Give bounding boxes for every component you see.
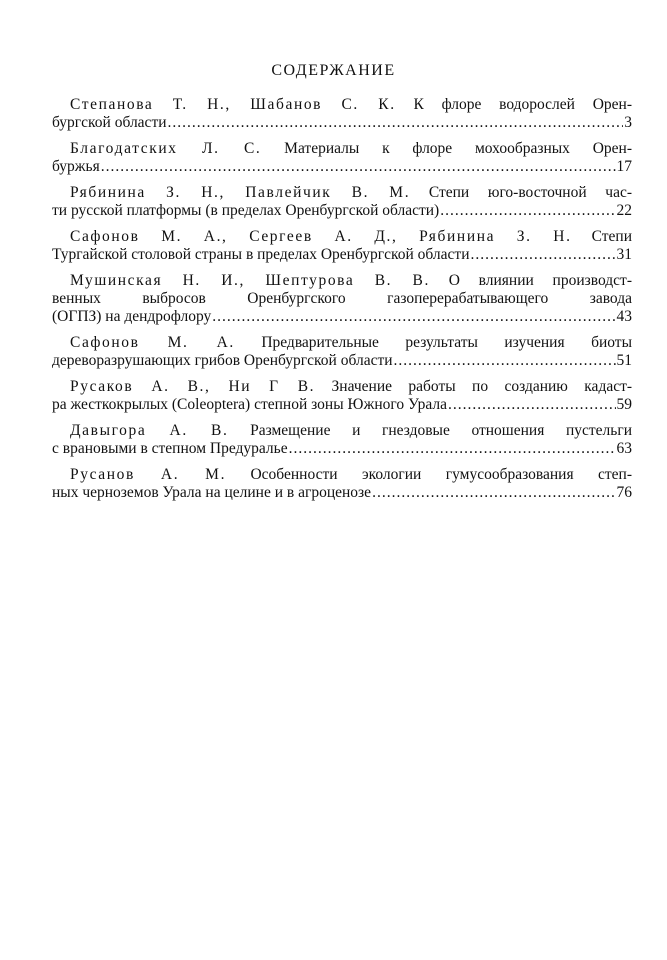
entry-title-text: дереворазрушающих грибов Оренбургской области bbox=[52, 352, 393, 369]
toc-entry bbox=[52, 272, 632, 326]
dot-leader bbox=[101, 158, 616, 176]
entry-title-text: венных выбросов Оренбургского газоперерабатывающего завода bbox=[52, 290, 632, 307]
entry-title-text: Материалы к флоре мохообразных Орен- bbox=[284, 140, 632, 157]
entry-title-text: ти русской платформы (в пределах Оренбургской области) bbox=[52, 202, 440, 219]
toc-entry-last-line bbox=[52, 114, 632, 132]
toc-entry-last-line bbox=[52, 352, 632, 370]
entry-authors: Мушинская Н. И., Шептурова В. В. bbox=[70, 272, 430, 289]
entry-title-text: с врановыми в степном Предуралье bbox=[52, 440, 288, 457]
dot-leader bbox=[471, 246, 616, 264]
entry-authors: Рябинина З. Н., Павлейчик В. М. bbox=[70, 184, 411, 201]
entry-title-text: О влиянии производст- bbox=[448, 272, 632, 289]
entry-title-text: ных черноземов Урала на целине и в агроценозе bbox=[52, 484, 372, 501]
toc-entry-line bbox=[52, 466, 632, 484]
toc-entry-line bbox=[52, 334, 632, 352]
toc-entry-line bbox=[52, 184, 632, 202]
toc-entry-last-line bbox=[52, 440, 632, 458]
dot-leader bbox=[212, 308, 615, 326]
toc-entry-last-line bbox=[52, 246, 632, 264]
entry-title-text: Особенности экологии гумусообразования степ- bbox=[250, 466, 632, 483]
toc-entry bbox=[52, 422, 632, 458]
toc-entry-line bbox=[52, 272, 632, 290]
toc-entry-line bbox=[52, 290, 632, 308]
entry-title-text: Степи юго-восточной час- bbox=[428, 184, 632, 201]
toc-entry-line bbox=[52, 228, 632, 246]
entry-title-text: ра жесткокрылых (Coleoptera) степной зоны Южного Урала bbox=[52, 396, 447, 413]
toc-entry-line bbox=[52, 378, 632, 396]
page-number: 51 bbox=[616, 352, 632, 369]
page-number: 17 bbox=[616, 158, 632, 175]
dot-leader bbox=[372, 484, 615, 502]
entry-title-text: бургской области bbox=[52, 114, 167, 131]
page-number: 59 bbox=[616, 396, 632, 413]
dot-leader bbox=[168, 114, 624, 132]
toc-entry bbox=[52, 228, 632, 264]
entry-title-text: Тургайской столовой страны в пределах Оренбургской области bbox=[52, 246, 470, 263]
toc-entry-last-line bbox=[52, 308, 632, 326]
page-title: СОДЕРЖАНИЕ bbox=[271, 62, 396, 79]
toc-entry bbox=[52, 184, 632, 220]
page-number: 43 bbox=[616, 308, 632, 325]
entry-title-text: буржья bbox=[52, 158, 100, 175]
entry-title-text: К флоре водорослей Орен- bbox=[413, 96, 633, 113]
toc-entry bbox=[52, 466, 632, 502]
entry-title-text: Степи bbox=[591, 228, 633, 245]
toc-entry-line bbox=[52, 96, 632, 114]
entry-authors: Давыгора А. В. bbox=[70, 422, 229, 439]
entry-title-text: (ОГПЗ) на дендрофлору bbox=[52, 308, 212, 325]
toc-entry bbox=[52, 334, 632, 370]
dot-leader bbox=[289, 440, 616, 458]
toc-entry-last-line bbox=[52, 202, 632, 220]
entry-title-text: Предварительные результаты изучения биоты bbox=[261, 334, 632, 351]
entry-authors: Степанова Т. Н., Шабанов С. К. bbox=[70, 96, 396, 113]
page-number: 63 bbox=[616, 440, 632, 457]
entry-title-text: Размещение и гнездовые отношения пустельги bbox=[250, 422, 633, 439]
toc-entry bbox=[52, 378, 632, 414]
dot-leader bbox=[448, 396, 616, 414]
toc-entry bbox=[52, 140, 632, 176]
page-number: 22 bbox=[616, 202, 632, 219]
toc-entry-line bbox=[52, 140, 632, 158]
page-number: 3 bbox=[624, 114, 632, 131]
page-number: 31 bbox=[616, 246, 632, 263]
entry-authors: Сафонов М. А. bbox=[70, 334, 235, 351]
entry-authors: Русаков А. В., Ни Г В. bbox=[70, 378, 316, 395]
entry-authors: Сафонов М. А., Сергеев А. Д., Рябинина З. Н. bbox=[70, 228, 572, 245]
dot-leader bbox=[394, 352, 616, 370]
toc-entry-last-line bbox=[52, 158, 632, 176]
page-number: 76 bbox=[616, 484, 632, 501]
entry-authors: Русанов А. М. bbox=[70, 466, 227, 483]
toc-entry-line bbox=[52, 422, 632, 440]
toc-entry-last-line bbox=[52, 484, 632, 502]
toc-entry bbox=[52, 96, 632, 132]
toc-entry-last-line bbox=[52, 396, 632, 414]
dot-leader bbox=[440, 202, 615, 220]
table-of-contents bbox=[52, 96, 632, 510]
entry-title-text: Значение работы по созданию кадаст- bbox=[331, 378, 633, 395]
entry-authors: Благодатских Л. С. bbox=[70, 140, 262, 157]
